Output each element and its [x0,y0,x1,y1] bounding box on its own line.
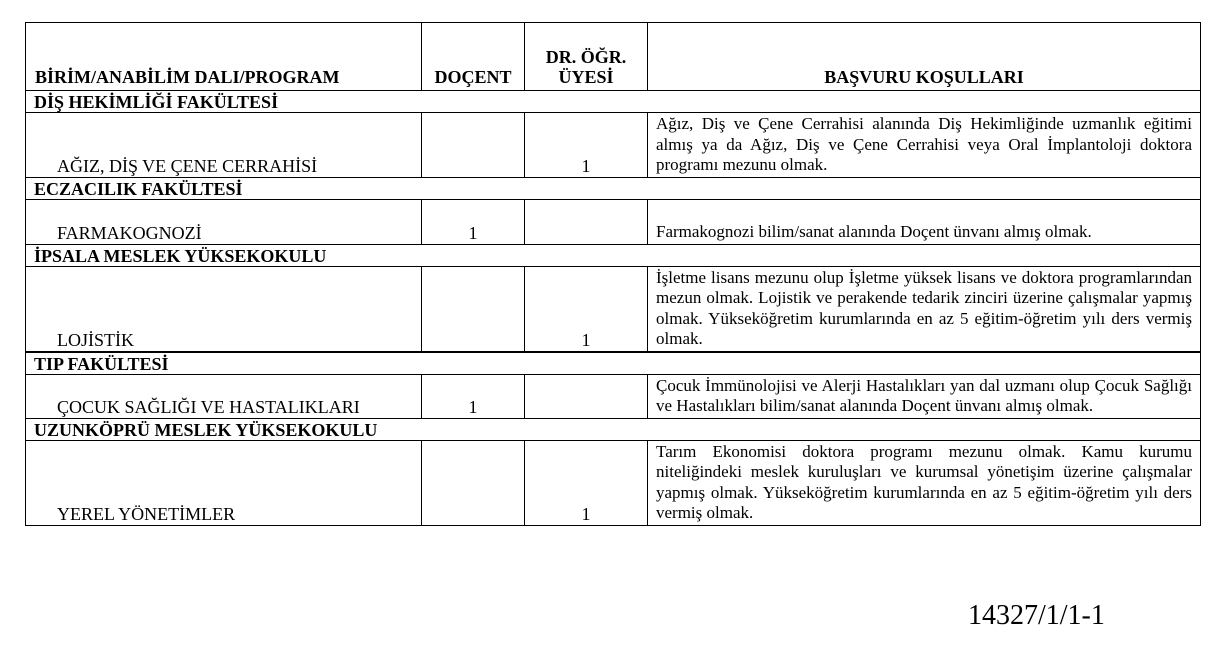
program-name: AĞIZ, DİŞ VE ÇENE CERRAHİSİ [26,113,422,178]
header-dr-line2: ÜYESİ [558,67,614,87]
program-row [26,113,1201,178]
section-title: İPSALA MESLEK YÜKSEKOKULU [26,244,1201,266]
dr-ogr-uyesi-count: 1 [525,113,648,178]
dr-ogr-uyesi-count [525,199,648,244]
header-basvuru-kosullari: BAŞVURU KOŞULLARI [648,23,1201,91]
dr-ogr-uyesi-count: 1 [525,440,648,525]
header-birim: BİRİM/ANABİLİM DALI/PROGRAM [26,23,422,91]
program-name: FARMAKOGNOZİ [26,199,422,244]
docent-count [422,440,525,525]
section-title: TIP FAKÜLTESİ [26,352,1201,375]
section-title: UZUNKÖPRÜ MESLEK YÜKSEKOKULU [26,418,1201,440]
table-header-row [26,23,1201,91]
docent-count [422,266,525,352]
dr-ogr-uyesi-count: 1 [525,266,648,352]
section-title: ECZACILIK FAKÜLTESİ [26,177,1201,199]
program-name: YEREL YÖNETİMLER [26,440,422,525]
dr-ogr-uyesi-count [525,374,648,418]
application-condition: Çocuk İmmünolojisi ve Alerji Hastalıkları yan dal uzmanı olup Çocuk Sağlığı ve Hastalıkları bilim/sanat alanında Doçent ünvanı almış olmak. [648,374,1201,418]
document-code: 14327/1/1-1 [968,600,1105,631]
header-dr-line1: DR. ÖĞR. [545,47,627,67]
program-row [26,266,1201,352]
positions-table [25,22,1201,526]
application-condition: Farmakognozi bilim/sanat alanında Doçent ünvanı almış olmak. [648,199,1201,244]
program-name: LOJİSTİK [26,266,422,352]
program-row [26,440,1201,525]
section-title: DİŞ HEKİMLİĞİ FAKÜLTESİ [26,91,1201,113]
docent-count [422,113,525,178]
docent-count: 1 [422,199,525,244]
application-condition: Tarım Ekonomisi doktora programı mezunu olmak. Kamu kurumu niteliğindeki meslek kuruluşları ve kurumsal yönetişim üzerine çalışmalar yapmış olmak. Yükseköğretim kurumlarında en az 5 eğitim-öğretim yılı ders vermiş olmak. [648,440,1201,525]
section-row [26,91,1201,113]
header-dr-ogr-uyesi [525,23,648,91]
section-row [26,352,1201,375]
header-docent: DOÇENT [422,23,525,91]
application-condition: Ağız, Diş ve Çene Cerrahisi alanında Diş Hekimliğinde uzmanlık eğitimi almış ya da Ağız, Diş ve Çene Cerrahisi veya Oral İmplantoloji doktora programı mezunu olmak. [648,113,1201,178]
application-condition: İşletme lisans mezunu olup İşletme yüksek lisans ve doktora programlarından mezun olmak. Lojistik ve perakende tedarik zinciri üzerine çalışmalar yapmış olmak. Yükseköğretim kurumlarında en az 5 eğitim-öğretim yılı ders vermiş olmak. [648,266,1201,352]
program-row [26,199,1201,244]
section-row [26,418,1201,440]
section-row [26,244,1201,266]
section-row [26,177,1201,199]
docent-count: 1 [422,374,525,418]
program-row [26,374,1201,418]
program-name: ÇOCUK SAĞLIĞI VE HASTALIKLARI [26,374,422,418]
